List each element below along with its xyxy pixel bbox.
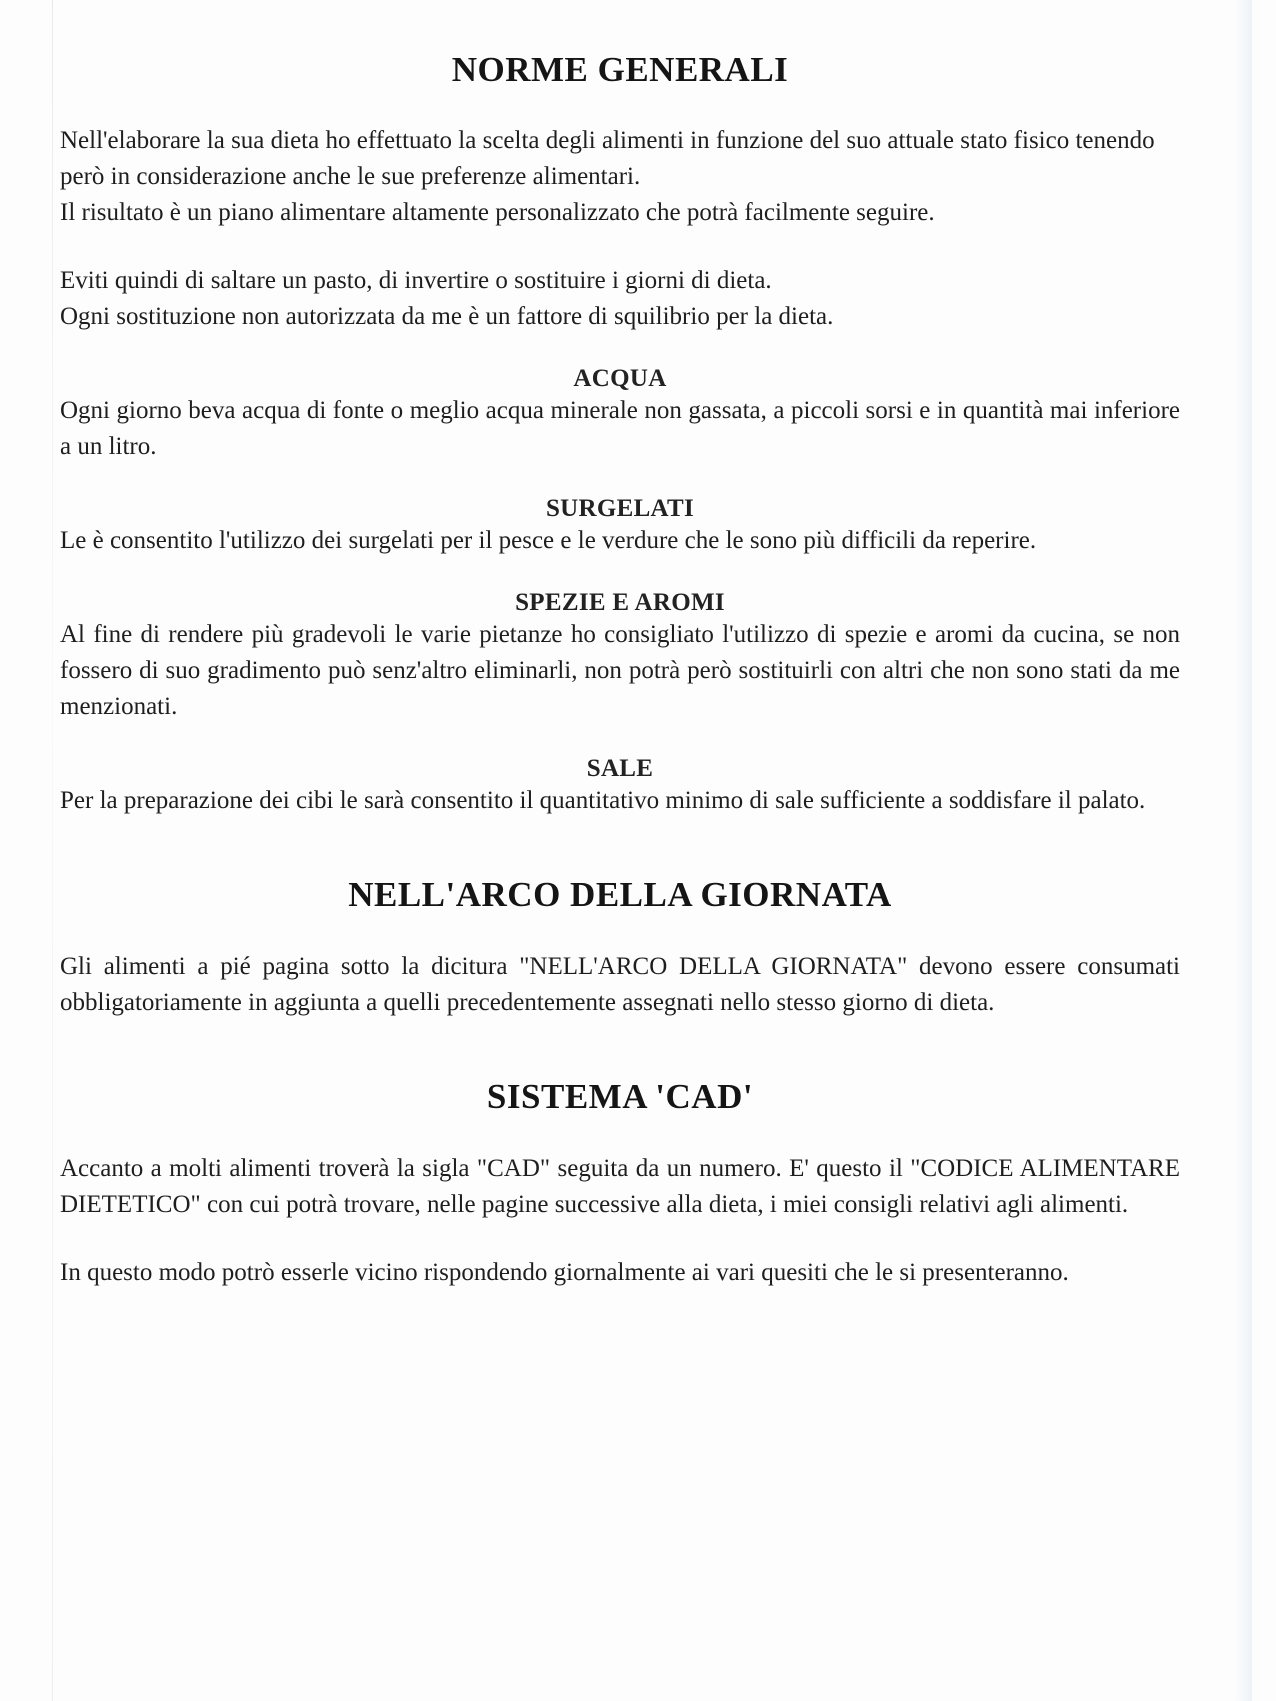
spezie-text: Al fine di rendere più gradevoli le varie pietanze ho consigliato l'utilizzo di spezie e aromi da cucina, se non fossero di suo gradimento può senz'altro eliminarli, non potrà però sostituirli con altri che non sono stati da me menzionati. [60, 621, 1180, 720]
heading-surgelati: SURGELATI [545, 495, 695, 522]
surgelati-text: Le è consentito l'utilizzo dei surgelati per il pesce e le verdure che le sono più difficili da reperire. [60, 527, 1037, 554]
scan-left-edge [52, 0, 53, 1701]
title-arco-giornata: NELL'ARCO DELLA GIORNATA [348, 875, 892, 914]
cad-text-2: In questo modo potrò esserle vicino rispondendo giornalmente ai vari quesiti che le si presenteranno. [60, 1259, 1069, 1286]
norme-intro-1: Nell'elaborare la sua dieta ho effettuato la scelta degli alimenti in funzione del suo attuale stato fisico tenendo però in considerazione anche le sue preferenze alimentari. [60, 127, 1155, 190]
heading-acqua: ACQUA [573, 365, 667, 392]
cad-text-1: Accanto a molti alimenti troverà la sigla "CAD" seguita da un numero. E' questo il "CODICE ALIMENTARE DIETETICO" con cui potrà trovare, nelle pagine successive alla dieta, i miei consigli relativi agli alimenti. [60, 1155, 1180, 1218]
heading-spezie-aromi: SPEZIE E AROMI [515, 589, 725, 616]
title-norme-generali: NORME GENERALI [451, 50, 789, 89]
scan-right-edge [1234, 0, 1252, 1701]
norme-rule-2: Ogni sostituzione non autorizzata da me è un fattore di squilibrio per la dieta. [60, 303, 834, 330]
giornata-text: Gli alimenti a pié pagina sotto la dicitura "NELL'ARCO DELLA GIORNATA" devono essere consumati obbligatoriamente in aggiunta a quelli precedentemente assegnati nello stesso giorno di dieta. [60, 953, 1180, 1016]
page-content [60, 40, 1180, 1291]
sale-text: Per la preparazione dei cibi le sarà consentito il quantitativo minimo di sale sufficiente a soddisfare il palato. [60, 787, 1146, 814]
norme-intro-2: Il risultato è un piano alimentare altamente personalizzato che potrà facilmente seguire. [60, 199, 935, 226]
title-sistema-cad: SISTEMA 'CAD' [486, 1077, 754, 1116]
acqua-text: Ogni giorno beva acqua di fonte o meglio acqua minerale non gassata, a piccoli sorsi e in quantità mai inferiore a un litro. [60, 397, 1180, 460]
norme-rule-1: Eviti quindi di saltare un pasto, di invertire o sostituire i giorni di dieta. [60, 267, 772, 294]
heading-sale: SALE [586, 755, 654, 782]
